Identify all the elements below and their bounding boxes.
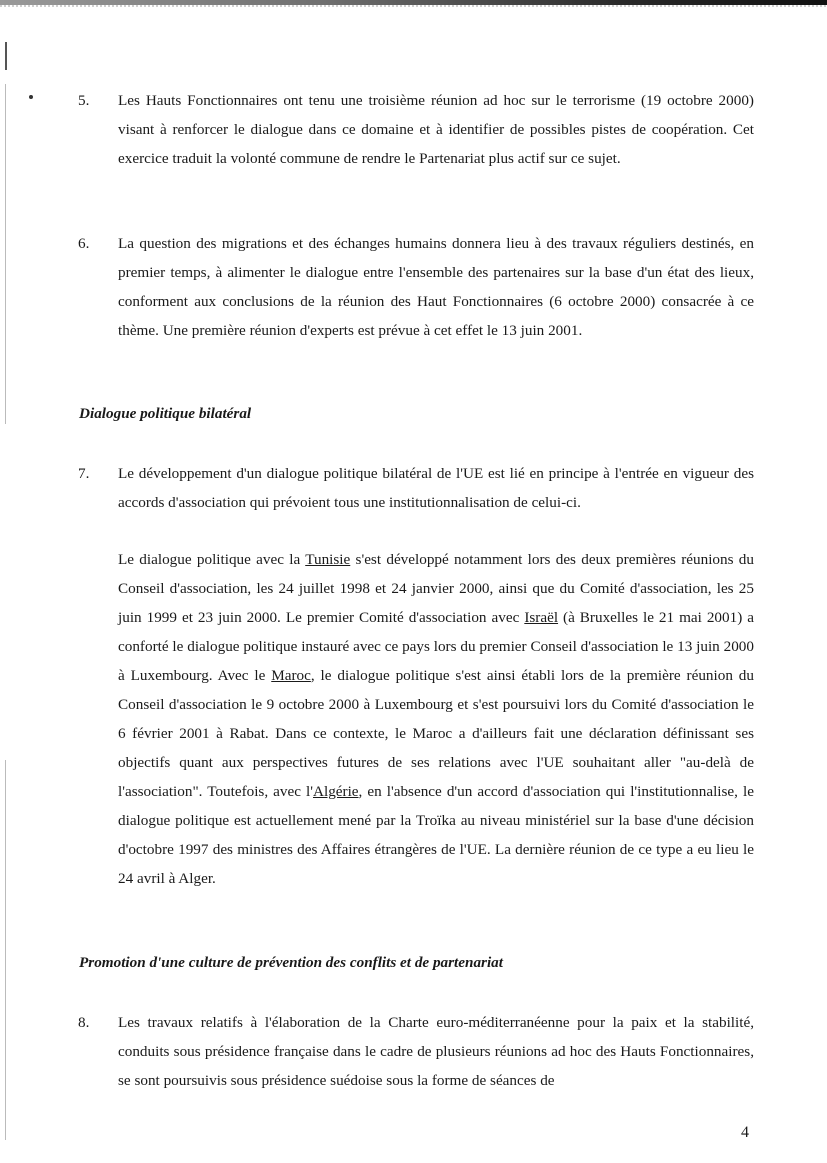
text-run: , le dialogue politique s'est ainsi établi lors de la première réunion du Conseil d'association le 9 octobre 2000 à Luxembourg et s'est poursuivi lors du Comité d'association le 6 février 2001 à Rabat. Dans ce contexte, le Maroc a d'ailleurs fait une déclaration définissant ses objectifs quant aux perspectives futures de ses relations avec l'UE souhaitant aller "au-delà de l'association". Toutefois, avec l'	[118, 667, 754, 800]
scan-speck	[29, 95, 33, 99]
scan-margin-mark	[5, 760, 6, 1140]
section-heading: Promotion d'une culture de prévention des conflits et de partenariat	[79, 954, 503, 971]
paragraph-text: Le développement d'un dialogue politique bilatéral de l'UE est lié en principe à l'entrée en vigueur des accords d'association qui prévoient tous une institutionnalisation de celui-ci.	[118, 465, 754, 511]
text-run: (à Bruxelles le 21 mai 2001) a conforté le dialogue politique instauré avec ce pays lors du premier Conseil d'association le 13 juin 2000 à Luxembourg. Avec le	[118, 609, 754, 684]
paragraph-number: 8.	[78, 1014, 90, 1031]
paragraph-text: Les Hauts Fonctionnaires ont tenu une troisième réunion ad hoc sur le terrorisme (19 octobre 2000) visant à renforcer le dialogue dans ce domaine et à identifier de possibles pistes de coopération. Cet exercice traduit la volonté commune de rendre le Partenariat plus actif sur ce sujet.	[118, 92, 754, 167]
paragraph-6	[78, 229, 754, 345]
scan-margin-mark	[5, 42, 7, 70]
paragraph-7-continued	[118, 545, 754, 893]
page-number: 4	[741, 1124, 749, 1141]
paragraph-number: 6.	[78, 235, 90, 252]
text-run: Le dialogue politique avec la	[118, 551, 306, 568]
country-israel: Israël	[524, 609, 559, 626]
paragraph-text: La question des migrations et des échanges humains donnera lieu à des travaux réguliers destinés, en premier temps, à alimenter le dialogue entre l'ensemble des partenaires sur la base d'un état des lieux, conforment aux conclusions de la réunion des Haut Fonctionnaires (6 octobre 2000) consacrée à ce thème. Une première réunion d'experts est prévue à cet effet le 13 juin 2001.	[118, 235, 754, 339]
section-heading: Dialogue politique bilatéral	[79, 405, 252, 422]
country-tunisie: Tunisie	[305, 551, 351, 568]
paragraph-7	[78, 459, 754, 517]
scan-top-border	[0, 0, 827, 5]
paragraph-5	[78, 86, 754, 173]
text-run: , en l'absence d'un accord d'association qui l'institutionnalise, le dialogue politique est actuellement mené par la Troïka au niveau ministériel sur la base d'une décision d'octobre 1997 des ministres des Affaires étrangères de l'UE. La dernière réunion de ce type a eu lieu le 24 avril à Alger.	[118, 783, 754, 887]
country-algerie: Algérie	[313, 783, 359, 800]
country-maroc: Maroc	[271, 667, 311, 684]
scan-margin-mark	[5, 84, 6, 424]
paragraph-number: 5.	[78, 92, 90, 109]
paragraph-text: Les travaux relatifs à l'élaboration de la Charte euro-méditerranéenne pour la paix et la stabilité, conduits sous présidence française dans le cadre de plusieurs réunions ad hoc des Hauts Fonctionnaires, se sont poursuivis sous présidence suédoise sous la forme de séances de	[118, 1014, 754, 1089]
paragraph-8	[78, 1008, 754, 1095]
text-run: s'est développé notamment lors des deux premières réunions du Conseil d'association, les 24 juillet 1998 et 24 janvier 2000, ainsi que du Comité d'association, les 25 juin 1999 et 23 juin 2000. Le premier Comité d'association avec	[118, 551, 754, 626]
paragraph-number: 7.	[78, 465, 90, 482]
